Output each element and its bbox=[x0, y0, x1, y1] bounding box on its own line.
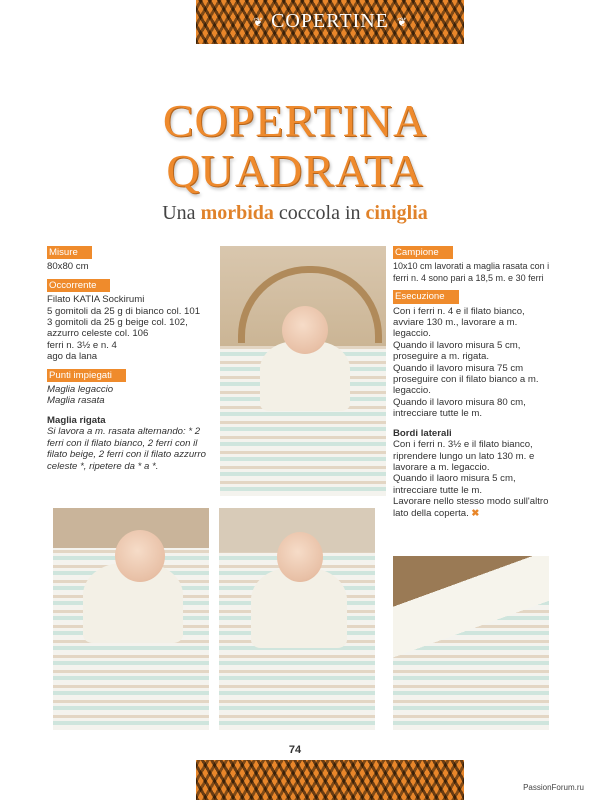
title-line-1: COPERTINA bbox=[162, 95, 428, 146]
occorrente-line: 5 gomitoli da 25 g di bianco col. 101 bbox=[47, 305, 201, 317]
leaf-ornament-icon: ❦ bbox=[253, 14, 264, 29]
section-label bbox=[196, 10, 464, 33]
punti-line: Maglia rasata bbox=[47, 395, 105, 407]
campione-header: Campione bbox=[393, 246, 453, 259]
leaf-ornament-icon: ❦ bbox=[396, 14, 407, 29]
title-line-2: QUADRATA bbox=[166, 145, 424, 196]
rigata-text: Si lavora a m. rasata alternando: * 2 ferri con il filato bianco, 2 ferri con il filato beige, 2 ferri con il filato azzurro celeste *, ripetere da * a *. bbox=[47, 426, 206, 472]
end-mark-icon: ✖ bbox=[471, 507, 480, 519]
punti-header: Punti impiegati bbox=[47, 369, 126, 382]
occorrente-line: ago da lana bbox=[47, 351, 98, 363]
esecuzione-line: Con i ferri n. 4 e il filato bianco, avviare 130 m., lavorare a m. legaccio. bbox=[393, 305, 525, 340]
occorrente-line: Filato KATIA Sockirumi bbox=[47, 294, 145, 306]
occorrente-header: Occorrente bbox=[47, 279, 110, 292]
right-column bbox=[393, 246, 553, 519]
photo-baby-basket bbox=[220, 246, 386, 496]
esecuzione-line: Quando il lavoro misura 80 cm, intrecciare tutte le m. bbox=[393, 396, 526, 420]
footer-knit-band bbox=[196, 760, 464, 800]
bordi-line: Con i ferri n. 3½ e il filato bianco, riprendere lungo un lato 130 m. e lavorare a m. legaccio. bbox=[393, 439, 535, 473]
rigata-header: Maglia rigata bbox=[47, 414, 106, 426]
page-subtitle: Una morbida coccola in ciniglia bbox=[162, 202, 428, 224]
left-column bbox=[47, 246, 217, 472]
misure-text: 80x80 cm bbox=[47, 261, 89, 273]
photo-baby-holding-blanket bbox=[219, 508, 375, 730]
photo-blanket-border-detail bbox=[393, 556, 549, 730]
misure-header: Misure bbox=[47, 246, 92, 259]
bordi-line: Quando il laoro misura 5 cm, intrecciare tutte le m. bbox=[393, 473, 516, 496]
campione-text: 10x10 cm lavorati a maglia rasata con i ferri n. 4 sono pari a 18,5 m. e 30 ferri bbox=[393, 261, 550, 283]
esecuzione-line: Quando il lavoro misura 75 cm proseguire con il filato bianco a m. legaccio. bbox=[393, 362, 539, 397]
occorrente-line: ferri n. 3½ e n. 4 bbox=[47, 339, 117, 351]
section-title: COPERTINE bbox=[271, 10, 389, 32]
header-knit-band bbox=[196, 0, 464, 44]
punti-line: Maglia legaccio bbox=[47, 384, 114, 396]
watermark: PassionForum.ru bbox=[523, 783, 584, 792]
page-number: 74 bbox=[288, 744, 302, 756]
bordi-line: Lavorare nello stesso modo sull'altro lato della coperta. ✖ bbox=[393, 496, 549, 519]
photo-baby-smiling bbox=[53, 508, 209, 730]
occorrente-line: 3 gomitoli da 25 g beige col. 102, bbox=[47, 317, 188, 329]
bordi-header: Bordi laterali bbox=[393, 427, 452, 439]
esecuzione-line: Quando il lavoro misura 5 cm, proseguire a m. rigata. bbox=[393, 339, 521, 363]
page-title bbox=[0, 96, 590, 196]
occorrente-line: azzurro celeste col. 106 bbox=[47, 328, 149, 340]
esecuzione-header: Esecuzione bbox=[393, 290, 459, 303]
